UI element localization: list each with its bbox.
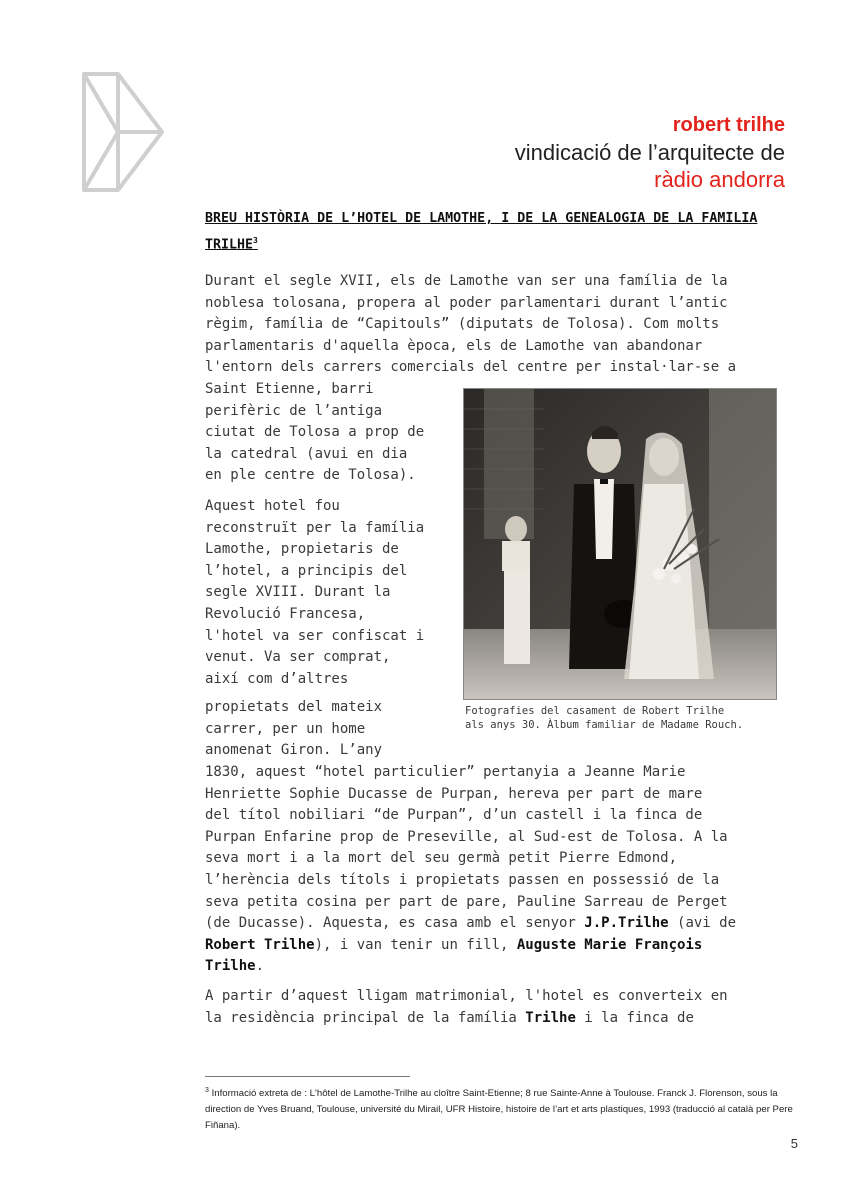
paragraph-3-narrow: propietats del mateix carrer, per un home anomenat Giron. L’any [205, 699, 383, 759]
header-subtitle: vindicació de l’arquitecte de [514, 140, 785, 165]
photo-caption: Fotografies del casament de Robert Trilhe als anys 30. Àlbum familiar de Madame Rouch. [465, 705, 744, 731]
paragraph-3-wide: 1830, aquest “hotel particulier” pertanyia a Jeanne Marie Henriette Sophie Ducasse de Purpan, hereva per part de mare del títol nobiliari “de Purpan”, d’un castell i la finca de Purpan Enfarine prop de Preseville, al Sud-est de Tolosa. A la seva mort i a la mort del seu germà petit Pierre Edmond, l’herència dels títols i propietats passen en possessió de la seva petita cosina per part de pare, Pauline Sarreau de Perget (de Ducasse). Aquesta, es casa amb el senyor J.P.Trilhe (avi de Robert Trilhe), i van tenir un fill, Auguste Marie François Trilhe. [205, 764, 737, 975]
paragraph-1: Durant el segle XVII, els de Lamothe van ser una família de la noblesa tolosana, propera al poder parlamentari durant l’antic règim, família de “Capitouls” (diputats de Tolosa). Com molts parlamentaris d'aquella època, els de Lamothe van abandonar l'entorn dels carrers comercials del centre per instal·lar-se a Saint Etienne, barri perifèric de l’antiga ciutat de Tolosa a prop de la catedral (avui en dia en ple centre de Tolosa). [205, 273, 737, 484]
name-trilhe-family: Trilhe [525, 1009, 576, 1026]
header-author: robert trilhe [672, 114, 785, 136]
section-title: BREU HISTÒRIA DE L’HOTEL DE LAMOTHE, I DE LA GENEALOGIA DE LA FAMILIA TRILHE$^3$ [205, 211, 758, 253]
name-trilhe: Trilhe [205, 958, 256, 975]
name-auguste: Auguste Marie François [516, 936, 703, 953]
footnote-ref: 3 [253, 236, 258, 245]
footnote: $^3$ Informació extreta de : L'hôtel de Lamothe-Trilhe au cloître Saint-Etienne; 8 rue Sainte-Anne à Toulouse. Franck J. Florenson, sous la direction de Yves Bruand, Toulouse, université du Mirail, UFR Histoire, histoire de l’art et arts plastiques, 1993 (traducció al català per Pere Fiñana). [205, 1087, 793, 1132]
footnote-divider [205, 1076, 410, 1077]
page-number: 5 [790, 1136, 798, 1151]
paragraph-2: Aquest hotel fou reconstruït per la família Lamothe, propietaris de l’hotel, a principis del segle XVIII. Durant la Revolució Francesa, l'hotel va ser confiscat i venut. Va ser comprat, així com d’altres [205, 498, 425, 687]
document-header [515, 112, 785, 193]
wedding-photo [463, 388, 777, 700]
wedding-photo-image [464, 389, 776, 699]
header-subtitle-red: ràdio andorra [654, 167, 785, 192]
paragraph-4: A partir d’aquest lligam matrimonial, l'hotel es converteix en la residència principal de la família Trilhe i la finca de [205, 988, 728, 1026]
name-robert-trilhe: Robert Trilhe [205, 936, 315, 953]
logo-icon [78, 70, 168, 194]
name-jp-trilhe: J.P.Trilhe [584, 915, 669, 932]
